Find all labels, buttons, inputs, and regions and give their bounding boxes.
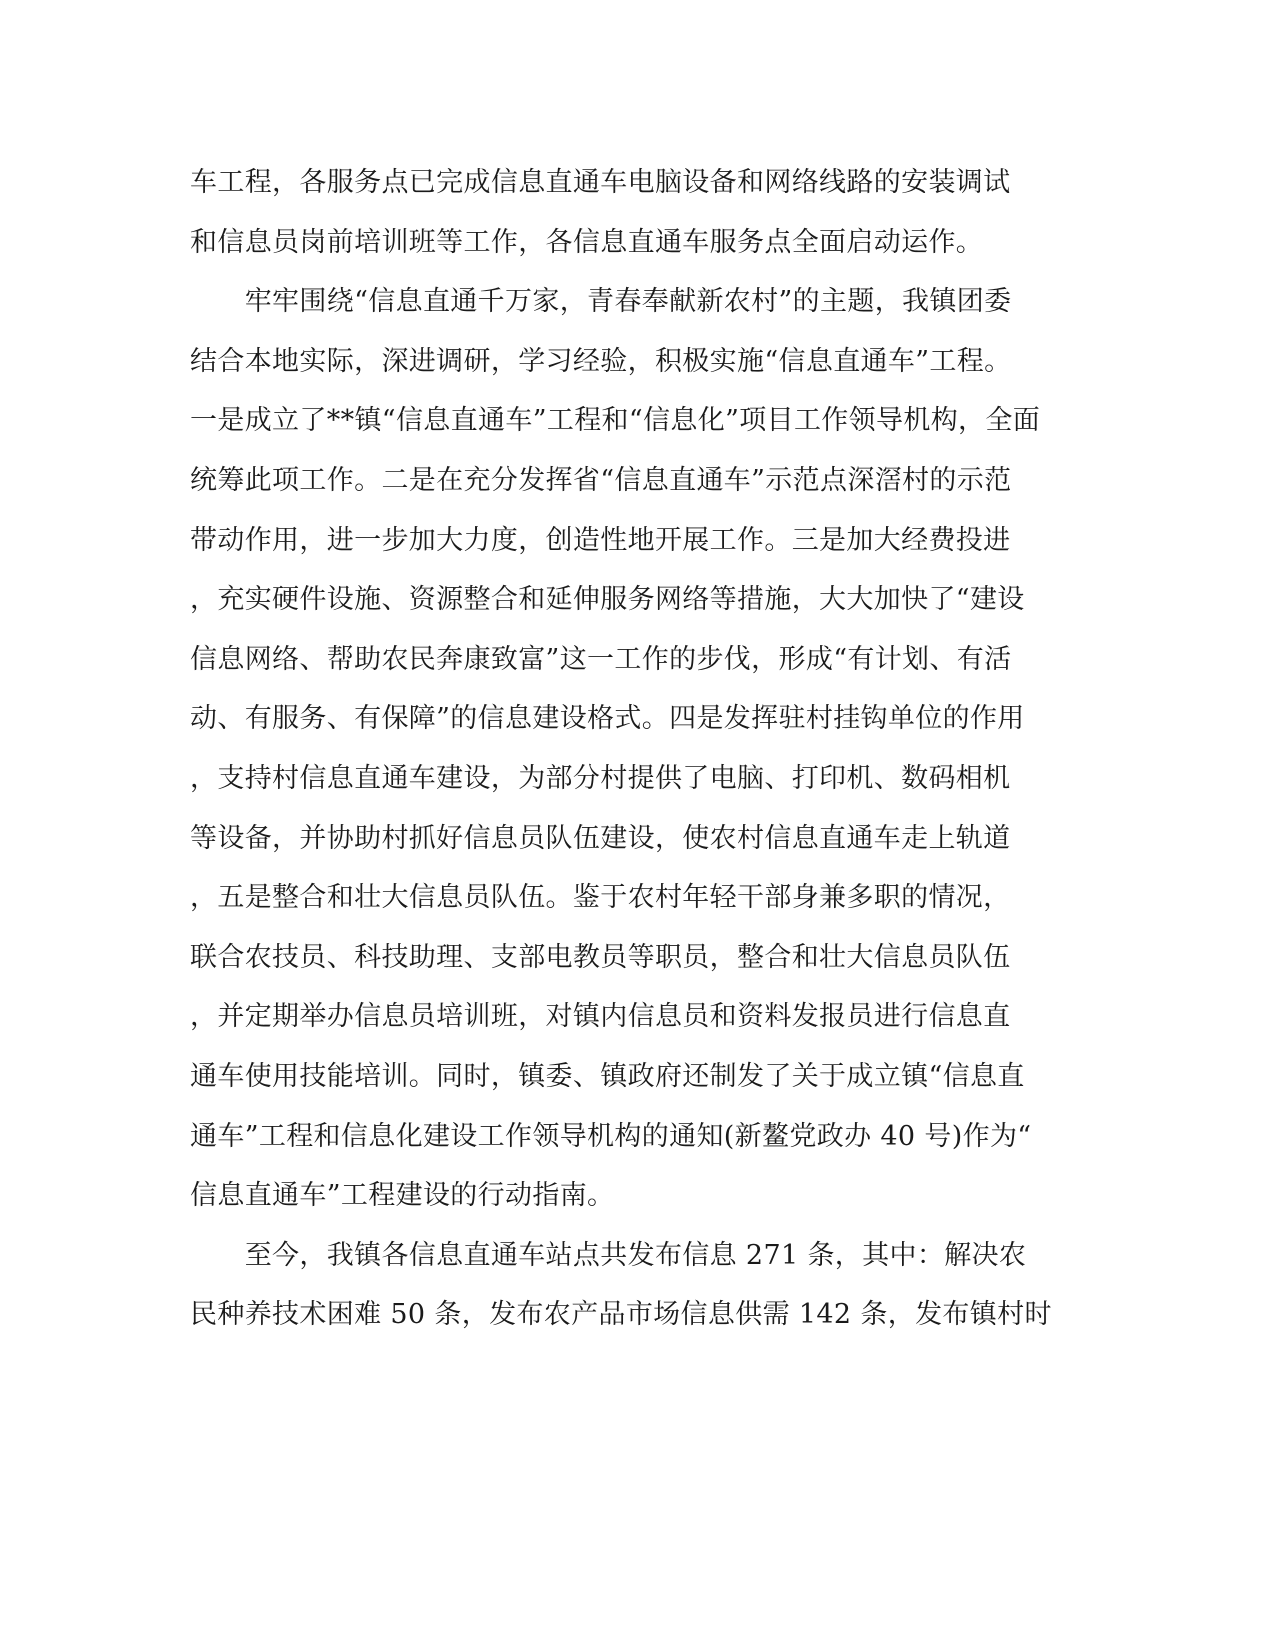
- text-line: ，充实硬件设施、资源整合和延伸服务网络等措施，大大加快了“建设: [190, 584, 1025, 616]
- text-line: 统筹此项工作。二是在充分发挥省“信息直通车”示范点深滘村的示范: [190, 464, 1012, 496]
- text-line: 等设备，并协助村抓好信息员队伍建设，使农村信息直通车走上轨道: [190, 822, 1011, 854]
- text-line: 车工程，各服务点已完成信息直通车电脑设备和网络线路的安装调试: [190, 167, 1011, 198]
- text-line: 信息网络、帮助农民奔康致富”这一工作的步伐，形成“有计划、有活: [190, 643, 1012, 675]
- text-line: ，五是整合和壮大信息员队伍。鉴于农村年轻干部身兼多职的情况，: [190, 882, 1011, 914]
- text-line: 一是成立了**镇“信息直通车”工程和“信息化”项目工作领导机构，全面: [190, 405, 1041, 437]
- text-line: ，支持村信息直通车建设，为部分村提供了电脑、打印机、数码相机: [190, 762, 1011, 794]
- paragraph-start-line: 牢牢围绕“信息直通千万家，青春奉献新农村”的主题，我镇团委: [190, 286, 1012, 318]
- document-body: [190, 163, 1080, 1355]
- text-line: 联合农技员、科技助理、支部电教员等职员，整合和壮大信息员队伍: [190, 941, 1011, 973]
- text-line: 民种养技术困难 50 条，发布农产品市场信息供需 142 条，发布镇村时: [190, 1299, 1052, 1331]
- text-line: 动、有服务、有保障”的信息建设格式。四是发挥驻村挂钩单位的作用: [190, 703, 1025, 735]
- text-line: 和信息员岗前培训班等工作，各信息直通车服务点全面启动运作。: [190, 226, 984, 258]
- text-line: 带动作用，进一步加大力度，创造性地开展工作。三是加大经费投进: [190, 524, 1011, 556]
- text-line: 信息直通车”工程建设的行动指南。: [190, 1180, 615, 1212]
- text-line: ，并定期举办信息员培训班，对镇内信息员和资料发报员进行信息直: [190, 1001, 1011, 1033]
- text-line: 结合本地实际，深进调研，学习经验，积极实施“信息直通车”工程。: [190, 345, 1012, 377]
- text-line: 通车使用技能培训。同时，镇委、镇政府还制发了关于成立镇“信息直: [190, 1060, 1025, 1092]
- text-line: 通车”工程和信息化建设工作领导机构的通知(新鳌党政办 40 号)作为“: [190, 1120, 1032, 1152]
- paragraph-start-line: 至今，我镇各信息直通车站点共发布信息 271 条，其中：解决农: [190, 1239, 1027, 1271]
